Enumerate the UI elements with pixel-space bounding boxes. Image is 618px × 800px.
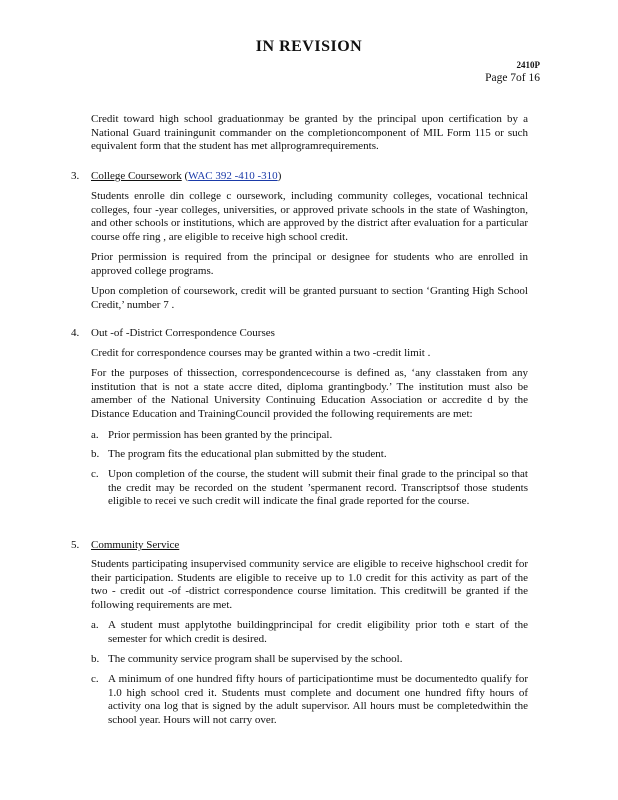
paragraph: For the purposes of thissection, correspondencecourse is defined as, ‘any classtaken from any institution that is not a state accre dited, diploma grantingbody.’ The institution must also be amember of the National University Continuing Education Association or accredite d by the Distance Education and TrainingCouncil provided the following requirements are met:: [91, 367, 528, 420]
paragraph: Prior permission is required from the principal or designee for students who are enrolled in approved college programs.: [91, 251, 528, 277]
ref-close: ): [277, 170, 282, 182]
paragraph: Students enrolle din college c oursework, including community colleges, vocational technical colleges, four -year colleges, universities, or approved private schools in the state of Washington, and other schools or institutions, which are approved by the district after evaluation for a particular course offe ring , are eligible to receive high school credit.: [91, 190, 528, 243]
list-letter: b.: [91, 653, 100, 665]
section-number: 5.: [71, 539, 80, 551]
list-letter: c.: [91, 673, 99, 685]
paragraph: Upon completion of coursework, credit will be granted pursuant to section ‘Granting High School Credit,’ number 7 .: [91, 285, 528, 311]
list-item: The program fits the educational plan submitted by the student.: [108, 448, 387, 460]
ref-open: (: [184, 170, 189, 182]
section-title: Community Service: [91, 539, 180, 551]
list-letter: c.: [91, 468, 99, 480]
section-heading-community: [91, 539, 179, 551]
section-title: College Coursework: [91, 170, 182, 182]
policy-number: 2410P: [516, 60, 540, 70]
list-letter: a.: [91, 429, 99, 441]
section-number: 3.: [71, 170, 80, 182]
list-item: A minimum of one hundred fifty hours of participationtime must be documentedto qualify for 1.0 high school cred it. Students must complete and document one hundred fifty hours of activity ona log that is signed by the adult supervisor. All hours must be completedwithin the school year. Hours will not carry over.: [108, 673, 528, 726]
section-heading-correspondence: Out -of -District Correspondence Courses: [91, 327, 275, 339]
section-heading-college: [91, 170, 281, 182]
list-item: Prior permission has been granted by the principal.: [108, 429, 333, 441]
list-item: Upon completion of the course, the student will submit their final grade to the principal so that the credit may be recorded on the student ’spermanent record. Transcriptsof those students eligible to recei ve such credit will indicate the final grade reported for the course.: [108, 468, 528, 507]
list-item: A student must applytothe buildingprincipal for credit eligibility prior toth e start of the semester for which credit is desired.: [108, 619, 528, 645]
intro-paragraph: Credit toward high school graduationmay be granted by the principal upon certification by a National Guard trainingunit commander on the completioncomponent of MIL Form 115 or such equivalent form that the student has met allprogramrequirements.: [91, 113, 528, 152]
section-number: 4.: [71, 327, 80, 339]
list-item: The community service program shall be supervised by the school.: [108, 653, 403, 665]
paragraph: Students participating insupervised community service are eligible to receive highschool credit for their participation. Students are eligible to receive up to 1.0 credit for this activity as part of the two - credit out -of -district correspondence course limitation. This creditwill be granted if the following requirements are met.: [91, 558, 528, 611]
wac-link[interactable]: WAC 392 -410 -310: [188, 170, 278, 182]
paragraph: Credit for correspondence courses may be granted within a two -credit limit .: [91, 347, 431, 359]
list-letter: b.: [91, 448, 100, 460]
document-title: IN REVISION: [255, 38, 363, 55]
page-indicator: Page 7of 16: [485, 72, 540, 84]
list-letter: a.: [91, 619, 99, 631]
